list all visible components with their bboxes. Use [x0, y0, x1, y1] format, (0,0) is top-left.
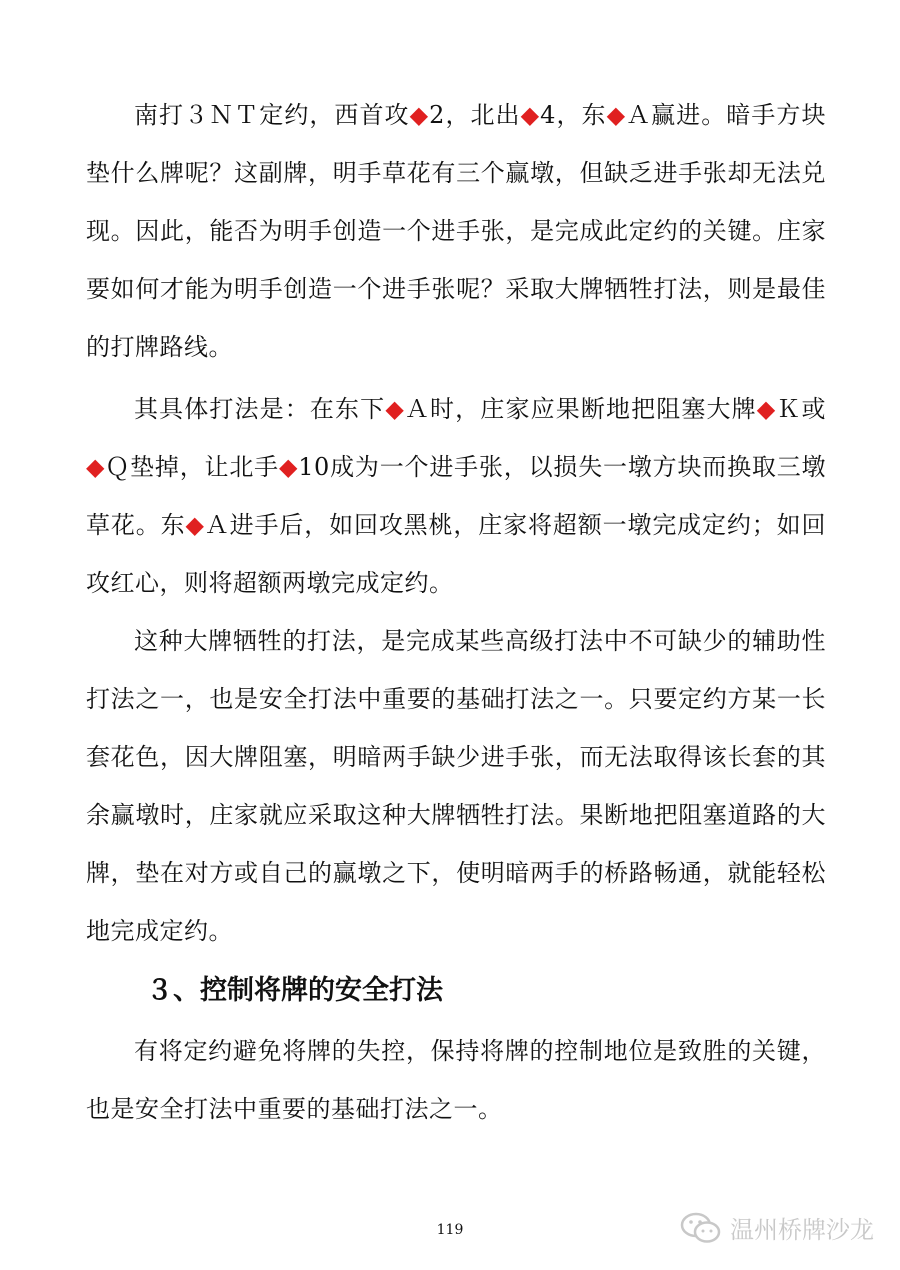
paragraph-text: 10成为一个进手张，以损失一墩方块而换取三墩草花。东 — [86, 453, 827, 539]
paragraph-text: 这种大牌牺牲的打法，是完成某些高级打法中不可缺少的辅助性打法之一，也是安全打法中重要的基础打法之一。只要定约方某一长套花色，因大牌阻塞，明暗两手缺少进手张，而无法取得该长套的其余赢墩时，庄家就应采取这种大牌牺牲打法。果断地把阻塞道路的大牌，垫在对方或自己的赢墩之下，使明暗两手的桥路畅通，就能轻松地完成定约。 — [86, 627, 826, 945]
paragraph-2 — [86, 380, 826, 612]
paragraph-text: Ｑ垫掉，让北手 — [105, 453, 279, 481]
diamond-suit-icon: ◆ — [385, 395, 405, 423]
paragraph-text: Ａ赢进。暗手方块垫什么牌呢？这副牌，明手草花有三个赢墩，但缺乏进手张却无法兑现。因此，能否为明手创造一个进手张，是完成此定约的关键。庄家要如何才能为明手创造一个进手张呢？采取大牌牺牲打法，则是最佳的打牌路线。 — [86, 101, 826, 361]
paragraph-text: Ａ进手后，如回攻黑桃，庄家将超额一墩完成定约；如回攻红心，则将超额两墩完成定约。 — [86, 511, 826, 597]
paragraph-1 — [86, 86, 826, 376]
paragraph-text: 南打３ＮＴ定约，西首攻 — [134, 101, 410, 129]
diamond-suit-icon: ◆ — [756, 395, 777, 423]
diamond-suit-icon: ◆ — [278, 453, 299, 481]
paragraph-text: Ａ时，庄家应果断地把阻塞大牌 — [404, 395, 757, 423]
paragraph-text: Ｋ或 — [776, 395, 827, 423]
paragraph-4 — [86, 1022, 826, 1138]
diamond-suit-icon: ◆ — [520, 101, 541, 129]
paragraph-3 — [86, 612, 826, 960]
diamond-suit-icon: ◆ — [606, 101, 627, 129]
paragraph-text: 2，北出 — [429, 101, 521, 129]
wechat-icon — [680, 1211, 722, 1245]
section-heading: ３、控制将牌的安全打法 — [146, 975, 443, 1006]
watermark-text: 温州桥牌沙龙 — [730, 1216, 874, 1244]
paragraph-text: 有将定约避免将牌的失控，保持将牌的控制地位是致胜的关键，也是安全打法中重要的基础打法之一。 — [86, 1037, 826, 1123]
diamond-suit-icon: ◆ — [185, 511, 205, 539]
paragraph-text: 其具体打法是：在东下 — [134, 395, 386, 423]
watermark — [680, 1210, 874, 1245]
diamond-suit-icon: ◆ — [409, 101, 430, 129]
diamond-suit-icon: ◆ — [86, 453, 106, 481]
page-number: 119 — [436, 1222, 464, 1238]
paragraph-text: 4，东 — [540, 101, 607, 129]
